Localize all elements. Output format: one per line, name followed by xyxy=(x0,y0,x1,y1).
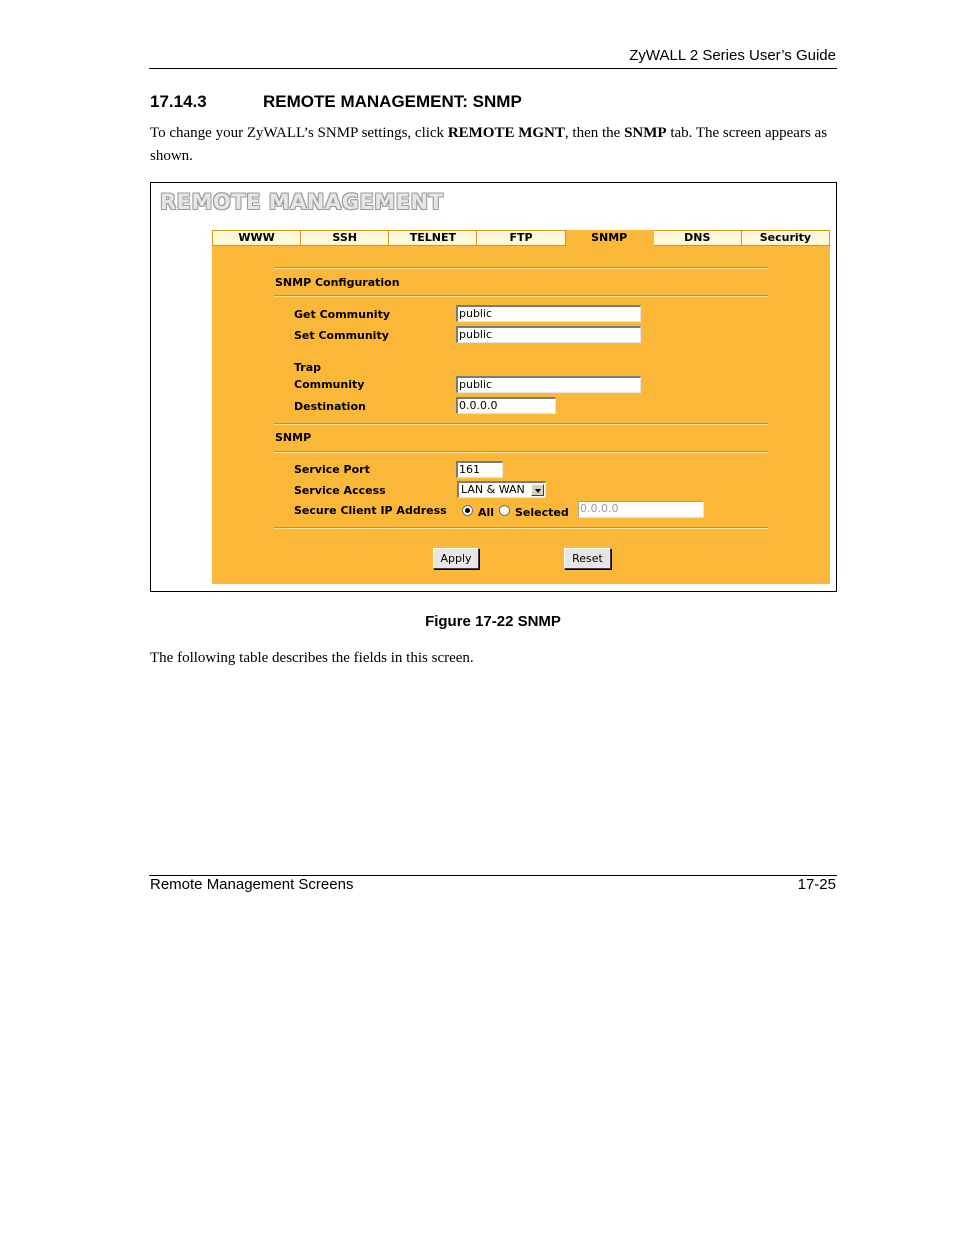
secure-client-ip-label: Secure Client IP Address xyxy=(294,504,447,517)
snmp-heading: SNMP xyxy=(275,431,312,444)
get-community-label: Get Community xyxy=(294,308,390,321)
intro-paragraph xyxy=(150,122,840,168)
tab-ssh[interactable]: SSH xyxy=(301,230,389,246)
trap-destination-label: Destination xyxy=(294,400,366,413)
table-intro-paragraph: The following table describes the fields in this screen. xyxy=(150,650,474,666)
trap-label: Trap xyxy=(294,361,322,374)
apply-button[interactable]: Apply xyxy=(433,548,479,569)
screenshot-frame xyxy=(150,182,837,592)
section-title: REMOTE MANAGEMENT: SNMP xyxy=(263,92,522,111)
tab-telnet[interactable]: TELNET xyxy=(389,230,477,246)
trap-destination-input[interactable]: 0.0.0.0 xyxy=(456,397,556,414)
intro-bold-snmp: SNMP xyxy=(624,125,667,141)
set-community-label: Set Community xyxy=(294,329,389,342)
selected-ip-input[interactable]: 0.0.0.0 xyxy=(578,501,704,518)
service-access-label: Service Access xyxy=(294,484,386,497)
set-community-input[interactable]: public xyxy=(456,326,641,343)
intro-text-1: To change your ZyWALL’s SNMP settings, click xyxy=(150,125,448,141)
chevron-down-icon[interactable] xyxy=(531,484,544,496)
running-header-guide-title: ZyWALL 2 Series User’s Guide xyxy=(629,47,836,64)
tab-www[interactable]: WWW xyxy=(212,230,301,246)
divider xyxy=(274,423,768,425)
radio-all-label: All xyxy=(478,506,495,519)
get-community-input[interactable]: public xyxy=(456,305,641,322)
intro-text-2: , then the xyxy=(564,125,625,141)
snmp-panel xyxy=(212,246,830,584)
divider xyxy=(274,295,768,297)
tab-ftp[interactable]: FTP xyxy=(477,230,565,246)
service-access-select[interactable] xyxy=(457,481,546,498)
screen-title: REMOTE MANAGEMENT xyxy=(160,190,444,214)
divider xyxy=(274,527,768,529)
footer-chapter-title: Remote Management Screens xyxy=(150,876,354,893)
snmp-configuration-heading: SNMP Configuration xyxy=(275,276,400,289)
figure-caption: Figure 17-22 SNMP xyxy=(425,613,561,630)
tab-dns[interactable]: DNS xyxy=(654,230,742,246)
trap-community-label: Community xyxy=(294,378,365,391)
service-port-input[interactable]: 161 xyxy=(456,461,503,478)
tab-security[interactable]: Security xyxy=(742,230,830,246)
section-number: 17.14.3 xyxy=(150,92,207,111)
radio-selected-label: Selected xyxy=(515,506,569,519)
intro-text-3: tab. The screen appears as shown. xyxy=(150,125,828,164)
page-number: 17-25 xyxy=(797,876,836,893)
radio-all[interactable] xyxy=(462,505,473,516)
intro-bold-remote-mgnt: REMOTE MGNT xyxy=(447,125,565,141)
reset-button[interactable]: Reset xyxy=(564,548,611,569)
divider xyxy=(274,267,768,269)
radio-selected[interactable] xyxy=(499,505,510,516)
trap-community-input[interactable]: public xyxy=(456,376,641,393)
service-port-label: Service Port xyxy=(294,463,370,476)
tab-snmp[interactable]: SNMP xyxy=(566,230,654,246)
tab-bar xyxy=(212,230,830,246)
divider xyxy=(274,451,768,453)
service-access-selected-value: LAN & WAN xyxy=(461,483,525,496)
header-rule xyxy=(149,68,837,69)
